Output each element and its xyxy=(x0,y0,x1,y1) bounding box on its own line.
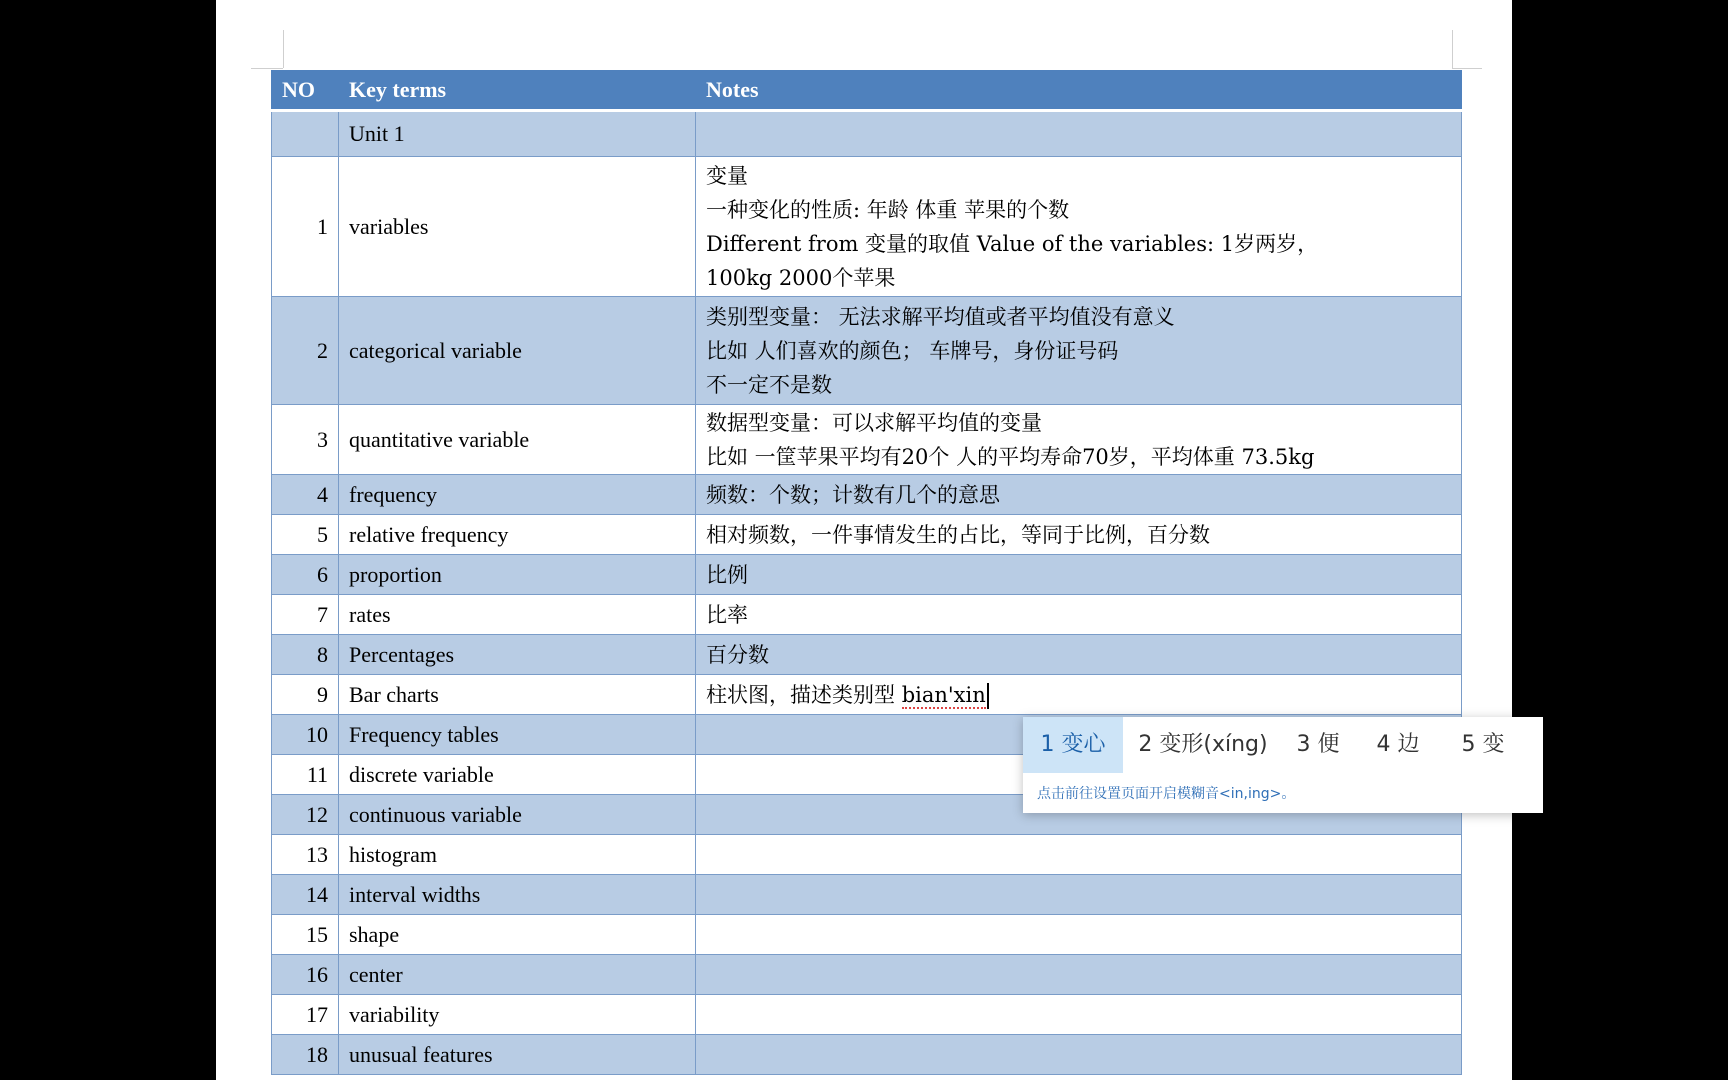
ime-candidate[interactable]: 5 变 xyxy=(1461,732,1505,757)
key-terms-table xyxy=(271,70,1462,1075)
key-term-cell[interactable]: categorical variable xyxy=(339,297,696,405)
table-row[interactable] xyxy=(272,955,1462,995)
notes-cell[interactable] xyxy=(696,995,1462,1035)
note-line: 比如 一筐苹果平均有20个 人的平均寿命70岁，平均体重 73.5kg xyxy=(706,444,1315,469)
table-row[interactable] xyxy=(272,875,1462,915)
notes-cell[interactable] xyxy=(696,555,1462,595)
key-term-cell[interactable]: rates xyxy=(339,595,696,635)
key-term-cell[interactable]: center xyxy=(339,955,696,995)
ime-candidate[interactable]: 4 边 xyxy=(1376,732,1420,757)
key-term-cell[interactable]: relative frequency xyxy=(339,515,696,555)
note-line: 一种变化的性质: 年龄 体重 苹果的个数 xyxy=(706,197,1070,222)
margin-guide-top-right xyxy=(1452,68,1482,69)
key-term-cell[interactable]: unusual features xyxy=(339,1035,696,1075)
row-number-cell[interactable]: 9 xyxy=(272,675,339,715)
row-number-cell[interactable]: 16 xyxy=(272,955,339,995)
key-term-cell[interactable]: variables xyxy=(339,157,696,297)
notes-cell[interactable] xyxy=(696,405,1462,475)
notes-cell[interactable] xyxy=(696,157,1462,297)
note-line: Different from 变量的取值 Value of the variables: 1岁两岁， xyxy=(706,231,1319,256)
table-row[interactable] xyxy=(272,595,1462,635)
row-number-cell[interactable]: 7 xyxy=(272,595,339,635)
unit-no-cell[interactable] xyxy=(272,111,339,157)
key-term-cell[interactable]: continuous variable xyxy=(339,795,696,835)
table-row[interactable] xyxy=(272,405,1462,475)
table-row[interactable] xyxy=(272,915,1462,955)
margin-guide-top-left xyxy=(251,68,283,69)
row-number-cell[interactable]: 8 xyxy=(272,635,339,675)
key-term-cell[interactable]: interval widths xyxy=(339,875,696,915)
note-line: 类别型变量： 无法求解平均值或者平均值没有意义 xyxy=(706,304,1175,329)
note-line: 比率 xyxy=(706,602,748,627)
table-header-row xyxy=(272,71,1462,111)
key-term-cell[interactable]: quantitative variable xyxy=(339,405,696,475)
note-line: 不一定不是数 xyxy=(706,372,832,397)
ime-candidate-list xyxy=(1023,717,1543,773)
key-term-cell[interactable]: frequency xyxy=(339,475,696,515)
ime-candidate[interactable]: 1 变心 xyxy=(1023,717,1123,773)
margin-guide-right xyxy=(1452,30,1453,68)
notes-cell[interactable] xyxy=(696,915,1462,955)
header-notes: Notes xyxy=(696,71,1462,111)
note-line: 数据型变量：可以求解平均值的变量 xyxy=(706,410,1042,435)
table-row[interactable] xyxy=(272,635,1462,675)
row-number-cell[interactable]: 4 xyxy=(272,475,339,515)
ime-fuzzy-pinyin-hint[interactable]: 点击前往设置页面开启模糊音<in,ing>。 xyxy=(1037,786,1296,802)
note-line: 频数：个数；计数有几个的意思 xyxy=(706,482,1000,507)
notes-cell[interactable] xyxy=(696,835,1462,875)
note-line: 相对频数，一件事情发生的占比，等同于比例，百分数 xyxy=(706,522,1210,547)
notes-cell[interactable] xyxy=(696,297,1462,405)
notes-cell[interactable] xyxy=(696,515,1462,555)
row-number-cell[interactable]: 5 xyxy=(272,515,339,555)
unit-notes-cell[interactable] xyxy=(696,111,1462,157)
notes-cell[interactable] xyxy=(696,875,1462,915)
table-row[interactable] xyxy=(272,555,1462,595)
key-term-cell[interactable]: histogram xyxy=(339,835,696,875)
note-line: 100kg 2000个苹果 xyxy=(706,265,896,290)
note-line: 柱状图，描述类别型 xyxy=(706,682,902,707)
table-row[interactable] xyxy=(272,835,1462,875)
row-number-cell[interactable]: 14 xyxy=(272,875,339,915)
row-number-cell[interactable]: 13 xyxy=(272,835,339,875)
ime-candidate-popup xyxy=(1023,717,1543,813)
key-term-cell[interactable]: proportion xyxy=(339,555,696,595)
margin-guide-left xyxy=(283,30,284,68)
key-term-cell[interactable]: discrete variable xyxy=(339,755,696,795)
note-line: 百分数 xyxy=(706,642,769,667)
header-no: NO xyxy=(272,71,339,111)
row-number-cell[interactable]: 3 xyxy=(272,405,339,475)
note-line: 比例 xyxy=(706,562,748,587)
table-row[interactable] xyxy=(272,157,1462,297)
key-term-cell[interactable]: Bar charts xyxy=(339,675,696,715)
text-caret xyxy=(987,683,989,709)
header-key-terms: Key terms xyxy=(339,71,696,111)
unit-row[interactable] xyxy=(272,111,1462,157)
notes-cell[interactable] xyxy=(696,1035,1462,1075)
note-line-editing xyxy=(706,678,1451,712)
table-row[interactable] xyxy=(272,995,1462,1035)
row-number-cell[interactable]: 18 xyxy=(272,1035,339,1075)
notes-cell[interactable] xyxy=(696,675,1462,715)
note-line: 变量 xyxy=(706,163,748,188)
key-term-cell[interactable]: Percentages xyxy=(339,635,696,675)
ime-candidate[interactable]: 2 变形(xíng) xyxy=(1138,732,1268,757)
key-term-cell[interactable]: shape xyxy=(339,915,696,955)
row-number-cell[interactable]: 1 xyxy=(272,157,339,297)
notes-cell[interactable] xyxy=(696,955,1462,995)
document-page[interactable] xyxy=(216,0,1512,1080)
row-number-cell[interactable]: 6 xyxy=(272,555,339,595)
ime-composition-text: bian'xin xyxy=(901,682,986,707)
row-number-cell[interactable]: 10 xyxy=(272,715,339,755)
table-row[interactable] xyxy=(272,515,1462,555)
table-row[interactable] xyxy=(272,475,1462,515)
unit-term-cell[interactable]: Unit 1 xyxy=(339,111,696,157)
table-row[interactable] xyxy=(272,675,1462,715)
table-row[interactable] xyxy=(272,1035,1462,1075)
note-line: 比如 人们喜欢的颜色； 车牌号，身份证号码 xyxy=(706,338,1119,363)
table-row[interactable] xyxy=(272,297,1462,405)
notes-cell[interactable] xyxy=(696,475,1462,515)
row-number-cell[interactable]: 12 xyxy=(272,795,339,835)
ime-candidate[interactable]: 3 便 xyxy=(1296,732,1340,757)
key-term-cell[interactable]: Frequency tables xyxy=(339,715,696,755)
row-number-cell[interactable]: 11 xyxy=(272,755,339,795)
row-number-cell[interactable]: 15 xyxy=(272,915,339,955)
notes-cell[interactable] xyxy=(696,635,1462,675)
notes-cell[interactable] xyxy=(696,595,1462,635)
row-number-cell[interactable]: 17 xyxy=(272,995,339,1035)
key-term-cell[interactable]: variability xyxy=(339,995,696,1035)
row-number-cell[interactable]: 2 xyxy=(272,297,339,405)
